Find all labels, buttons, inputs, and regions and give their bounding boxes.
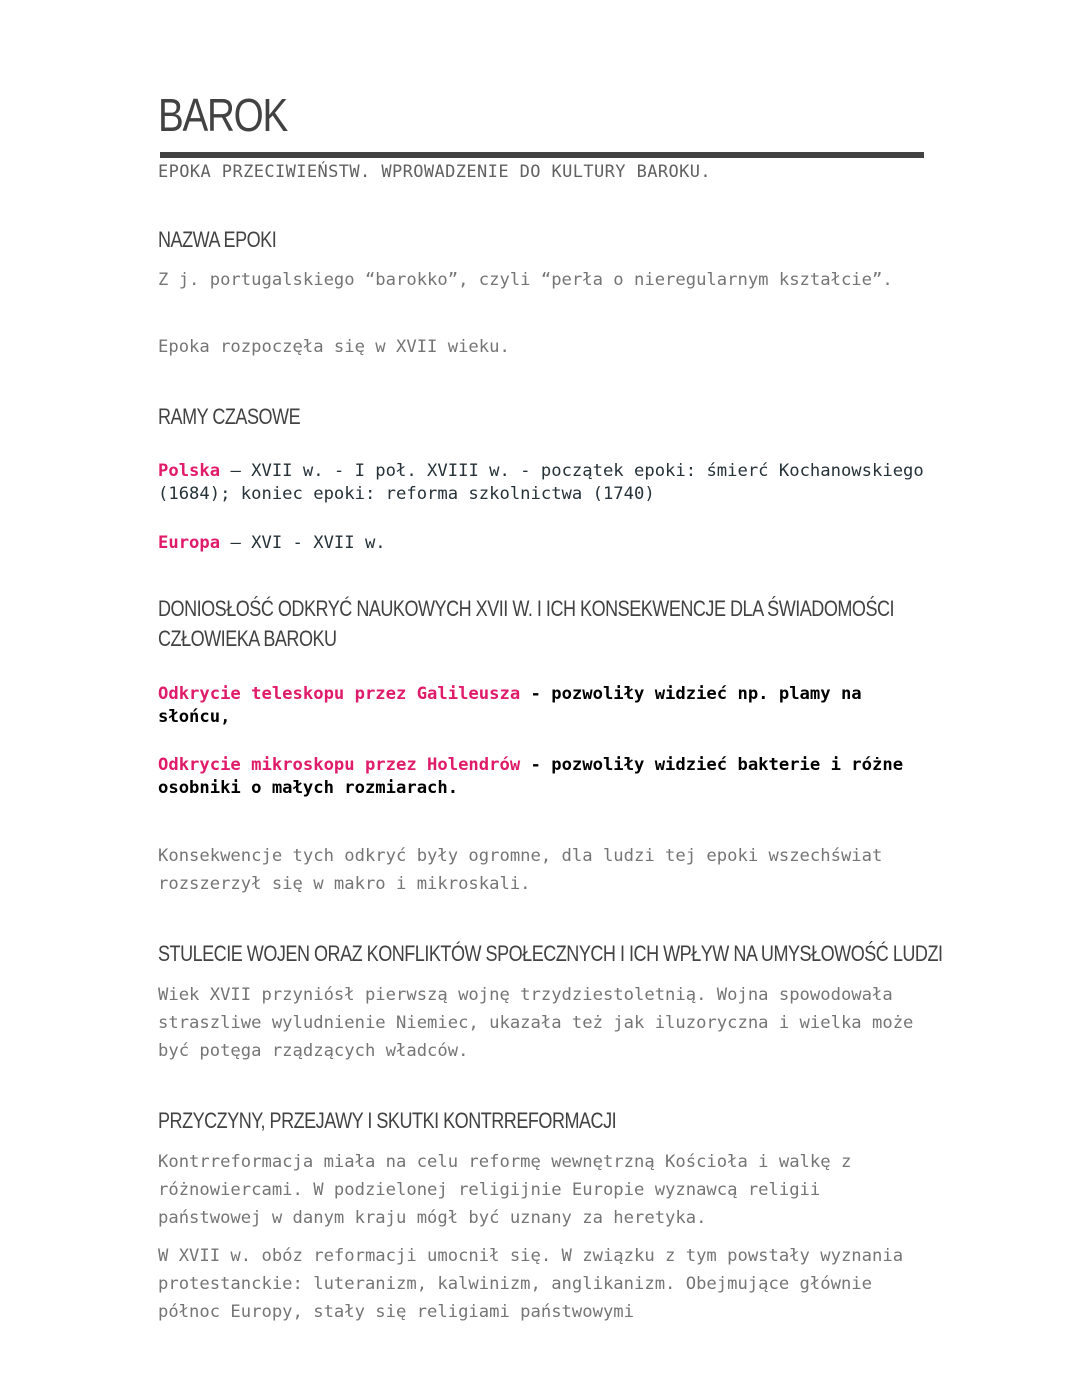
- teleskop-text: - pozwoliły widzieć np. plamy na słońcu,: [158, 684, 873, 727]
- wojny-paragraph: Wiek XVII przyniósł pierwszą wojnę trzydziestoletnią. Wojna spowodowała straszliwe wyludnienie Niemiec, ukazała też jak iluzoryczna i wielka może być potęga rządzących władców.: [158, 985, 924, 1061]
- heading-ramy-czasowe: RAMY CZASOWE: [158, 404, 301, 429]
- heading-wojny: STULECIE WOJEN ORAZ KONFLIKTÓW SPOŁECZNYCH I ICH WPŁYW NA UMYSŁOWOŚĆ LUDZI: [158, 941, 943, 966]
- mikroskop-paragraph: [158, 754, 924, 800]
- mikroskop-label: Odkrycie mikroskopu przez Holendrów: [158, 755, 521, 775]
- kontrreformacja-paragraph-1: Kontrreformacja miała na celu reformę wewnętrzną Kościoła i walkę z różnowiercami. W podzielonej religijnie Europie wyznawcą religii państwowej w danym kraju mógł być uznany za heretyka.: [158, 1152, 862, 1228]
- konsekwencje-paragraph: Konsekwencje tych odkryć były ogromne, dla ludzi tej epoki wszechświat rozszerzył się w makro i mikroskali.: [158, 846, 893, 894]
- title-rule: [160, 152, 924, 158]
- nazwa-paragraph-2: Epoka rozpoczęła się w XVII wieku.: [158, 337, 510, 357]
- heading-odkrycia: DONIOSŁOŚĆ ODKRYĆ NAUKOWYCH XVII W. I ICH KONSEKWENCJE DLA ŚWIADOMOŚCI CZŁOWIEKA BAROKU: [158, 596, 895, 651]
- ramy-europa-paragraph: [158, 532, 924, 555]
- europa-label: Europa: [158, 533, 221, 553]
- teleskop-paragraph: [158, 683, 924, 729]
- page-title: BAROK: [158, 89, 287, 141]
- polska-text: — XVII w. - I poł. XVIII w. - początek epoki: śmierć Kochanowskiego (1684); koniec epoki: reforma szkolnictwa (1740): [158, 461, 935, 504]
- ramy-polska-paragraph: [158, 460, 935, 506]
- nazwa-paragraph-1: Z j. portugalskiego “barokko”, czyli “perła o nieregularnym kształcie”.: [158, 270, 893, 290]
- teleskop-label: Odkrycie teleskopu przez Galileusza: [158, 684, 521, 704]
- heading-kontrreformacja: PRZYCZYNY, PRZEJAWY I SKUTKI KONTRREFORMACJI: [158, 1108, 617, 1133]
- mikroskop-text: - pozwoliły widzieć bakterie i różne osobniki o małych rozmiarach.: [158, 755, 914, 798]
- polska-label: Polska: [158, 461, 221, 481]
- page-subtitle: EPOKA PRZECIWIEŃSTW. WPROWADZENIE DO KULTURY BAROKU.: [158, 162, 712, 182]
- kontrreformacja-paragraph-2: W XVII w. obóz reformacji umocnił się. W związku z tym powstały wyznania protestanckie: luteranizm, kalwinizm, anglikanizm. Obejmujące głównie północ Europy, stały się religiami państwowymi: [158, 1246, 914, 1322]
- heading-nazwa-epoki: NAZWA EPOKI: [158, 227, 277, 252]
- europa-text: — XVI - XVII w.: [220, 533, 386, 553]
